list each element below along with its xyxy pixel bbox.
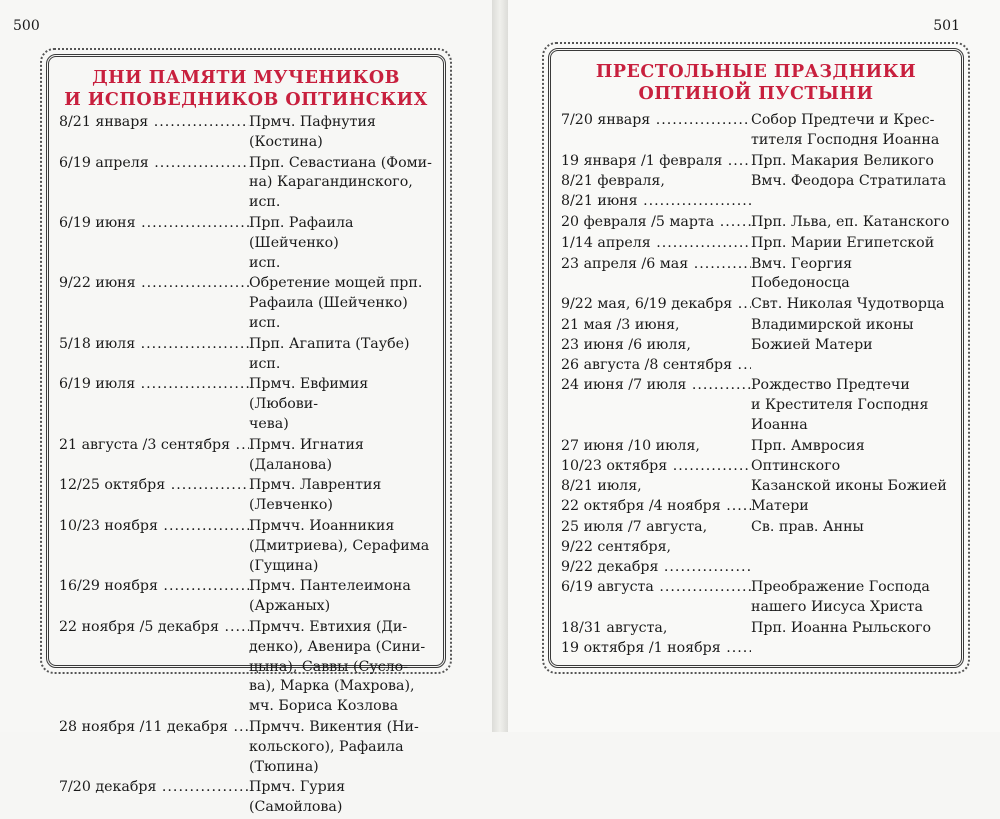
page-number-left: 500 xyxy=(13,18,40,34)
ornamental-frame-right xyxy=(548,48,964,668)
entry-date xyxy=(561,172,751,212)
entry-date-line: 8/21 июля, xyxy=(561,478,642,495)
entry-description xyxy=(751,578,953,618)
entry-date xyxy=(59,517,249,576)
entry-row xyxy=(561,578,953,618)
entry-description xyxy=(249,718,435,777)
entry-date xyxy=(561,578,751,618)
entry-description-line: Владимирской иконы xyxy=(751,316,914,333)
entry-date xyxy=(59,618,249,717)
entry-row xyxy=(561,172,953,212)
entry-description-line: Прп. Рафаила (Шейченко) xyxy=(249,214,354,251)
book-gutter xyxy=(492,0,508,732)
right-entries xyxy=(561,111,953,660)
entry-row xyxy=(59,274,435,333)
title-line: И ИСПОВЕДНИКОВ ОПТИНСКИХ xyxy=(64,90,428,110)
entry-date xyxy=(561,111,751,151)
entry-row xyxy=(561,518,953,577)
page-number-right: 501 xyxy=(933,18,960,34)
entry-description-line: исп. xyxy=(249,254,281,271)
entry-row xyxy=(561,437,953,477)
entry-date-line: 12/25 октября ..... xyxy=(59,476,249,496)
entry-row xyxy=(59,154,435,213)
entry-description xyxy=(751,437,953,477)
entry-row xyxy=(59,476,435,516)
entry-description xyxy=(249,274,435,333)
entry-date xyxy=(59,214,249,273)
entry-date xyxy=(59,476,249,516)
entry-description-line: нашего Иисуса Христа xyxy=(751,599,923,616)
entry-description-line: Рафаила (Шейченко) исп. xyxy=(249,295,408,331)
entry-date-line: 8/21 июня ..... xyxy=(561,192,751,212)
entry-date-line: 21 мая /3 июня, xyxy=(561,316,680,333)
entry-row xyxy=(59,335,435,375)
entry-date-line: 26 августа /8 сентября ..... xyxy=(561,356,751,376)
entry-description-line: Прп. Агапита (Таубе) xyxy=(249,335,410,352)
entry-date-line: 6/19 июля ..... xyxy=(59,375,249,395)
entry-description xyxy=(249,778,435,818)
entry-description-line: (Гущина) xyxy=(249,557,319,574)
entry-date xyxy=(561,316,751,375)
entry-description xyxy=(751,234,953,254)
entry-date-line: 6/19 августа ..... xyxy=(561,578,751,598)
left-page xyxy=(0,0,492,816)
entry-description-line: Прмч. Игнатия (Даланова) xyxy=(249,436,364,473)
entry-description-line: Св. прав. Анны xyxy=(751,518,864,535)
entry-description xyxy=(249,577,435,617)
entry-row xyxy=(561,234,953,254)
entry-description xyxy=(249,436,435,476)
entry-date-line: 9/22 декабря ..... xyxy=(561,558,751,578)
entry-date-line: 22 октября /4 ноября ..... xyxy=(561,497,751,517)
entry-date xyxy=(59,335,249,375)
entry-description xyxy=(751,376,953,435)
entry-date xyxy=(59,718,249,777)
entry-description-line: чева) xyxy=(249,415,289,432)
title-line: ДНИ ПАМЯТИ МУЧЕНИКОВ xyxy=(92,68,400,88)
entry-row xyxy=(561,152,953,172)
entry-row xyxy=(59,436,435,476)
entry-description-line: и Крестителя Господня xyxy=(751,397,929,414)
entry-description-line: Вмч. Георгия Победоносца xyxy=(751,255,853,292)
entry-description xyxy=(751,316,953,375)
entry-row xyxy=(561,295,953,315)
entry-date xyxy=(561,234,751,254)
entry-row xyxy=(561,477,953,517)
entry-row xyxy=(59,517,435,576)
entry-description-line: (Дмитриева), Серафима xyxy=(249,537,430,554)
entry-date-line: 8/21 февраля, xyxy=(561,173,665,190)
entry-description xyxy=(751,255,953,295)
entry-date xyxy=(561,295,751,315)
entry-description xyxy=(751,111,953,151)
entry-description-line: Прп. Макария Великого xyxy=(751,152,934,169)
entry-description xyxy=(249,214,435,273)
entry-description xyxy=(249,618,435,717)
entry-date-line: 9/22 сентября, xyxy=(561,538,672,555)
entry-date-line: 5/18 июля ..... xyxy=(59,335,249,355)
entry-row xyxy=(59,718,435,777)
entry-description xyxy=(249,335,435,375)
entry-date-line: 23 июня /6 июля, xyxy=(561,336,691,353)
entry-description xyxy=(249,113,435,153)
entry-description xyxy=(751,518,953,577)
entry-description xyxy=(751,152,953,172)
entry-description-line: Прмч. Лаврентия (Левченко) xyxy=(249,477,382,514)
entry-date xyxy=(561,619,751,659)
entry-description-line: Рождество Предтечи xyxy=(751,377,910,394)
entry-row xyxy=(59,113,435,153)
entry-description-line: Прмчч. Викентия (Ни- xyxy=(249,718,419,735)
entry-description-line: (Аржаных) xyxy=(249,598,331,615)
entry-date-line: 9/22 июня ..... xyxy=(59,274,249,294)
entry-date-line: 22 ноября /5 декабря ..... xyxy=(59,618,249,638)
entry-description-line: исп. xyxy=(249,355,281,372)
entry-row xyxy=(59,577,435,617)
entry-description-line: цына), Саввы (Сусло- xyxy=(249,658,409,675)
entry-date xyxy=(59,113,249,153)
entry-description xyxy=(751,172,953,212)
entry-date-line: 7/20 января ..... xyxy=(561,111,751,131)
entry-description-line: Прмчч. Евтихия (Ди- xyxy=(249,618,408,635)
entry-date-line: 1/14 апреля ..... xyxy=(561,234,751,254)
entry-date xyxy=(59,577,249,617)
entry-description-line: Собор Предтечи и Крес- xyxy=(751,112,935,128)
entry-date xyxy=(561,437,751,477)
entry-date-line: 21 августа /3 сентября ..... xyxy=(59,436,249,456)
entry-date xyxy=(561,376,751,435)
entry-description-line: Прп. Севастиана (Фоми- xyxy=(249,154,432,171)
entry-date-line: 20 февраля /5 марта ..... xyxy=(561,213,751,233)
entry-description-line: Преображение Господа xyxy=(751,579,930,596)
left-title xyxy=(49,67,443,111)
entry-description-line: Прп. Иоанна Рыльского xyxy=(751,619,932,636)
entry-description-line: Матери xyxy=(751,498,809,515)
entry-description xyxy=(751,213,953,233)
entry-date-line: 6/19 июня ..... xyxy=(59,214,249,234)
entry-date xyxy=(59,274,249,333)
entry-date xyxy=(561,477,751,517)
entry-description-line: на) Карагандинского, исп. xyxy=(249,174,413,211)
entry-description xyxy=(249,517,435,576)
entry-description xyxy=(249,476,435,516)
entry-date-line: 6/19 апреля ..... xyxy=(59,154,249,174)
entry-date-line: 19 января /1 февраля ..... xyxy=(561,152,751,172)
right-page xyxy=(508,0,1000,732)
entry-description-line: Казанской иконы Божией xyxy=(751,478,947,495)
entry-date-line: 18/31 августа, xyxy=(561,619,668,636)
entry-row xyxy=(561,316,953,375)
title-line: ПРЕСТОЛЬНЫЕ ПРАЗДНИКИ xyxy=(595,62,917,82)
left-entries xyxy=(59,113,435,819)
entry-description-line: мч. Бориса Козлова xyxy=(249,698,399,715)
entry-row xyxy=(59,214,435,273)
entry-date xyxy=(59,436,249,476)
entry-description xyxy=(751,295,953,315)
entry-description xyxy=(751,619,953,659)
entry-description-line: (Тюпина) xyxy=(249,758,319,775)
entry-description-line: Обретение мощей прп. xyxy=(249,275,423,292)
entry-row xyxy=(561,111,953,151)
entry-description-line: кольского), Рафаила xyxy=(249,738,404,755)
entry-date-line: 10/23 ноября ..... xyxy=(59,517,249,537)
entry-date-line: 9/22 мая, 6/19 декабря ..... xyxy=(561,295,751,315)
entry-description-line: Прп. Марии Египетской xyxy=(751,234,935,251)
entry-description-line: Прмчч. Иоанникия xyxy=(249,517,395,534)
entry-row xyxy=(561,619,953,659)
entry-description-line: Прмч. Пантелеимона xyxy=(249,578,411,595)
entry-description-line: денко), Авенира (Сини- xyxy=(249,638,426,655)
entry-description-line: Божией Матери xyxy=(751,336,873,353)
entry-date xyxy=(59,375,249,434)
entry-row xyxy=(561,376,953,435)
entry-row xyxy=(59,618,435,717)
entry-description-line: Свт. Николая Чудотворца xyxy=(751,296,945,313)
entry-date-line: 25 июля /7 августа, xyxy=(561,518,708,535)
entry-date-line: 23 апреля /6 мая ..... xyxy=(561,255,751,275)
entry-date-line: 24 июня /7 июля ..... xyxy=(561,376,751,396)
entry-row xyxy=(561,213,953,233)
entry-date-line: 8/21 января ..... xyxy=(59,113,249,133)
entry-date xyxy=(561,152,751,172)
entry-description-line: Прмч. Евфимия (Любови- xyxy=(249,376,369,413)
entry-description xyxy=(751,477,953,517)
entry-date-line: 7/20 декабря ..... xyxy=(59,778,249,798)
entry-date xyxy=(59,778,249,818)
entry-row xyxy=(561,255,953,295)
entry-date-line: 27 июня /10 июля, xyxy=(561,437,700,454)
ornamental-frame-left xyxy=(46,54,446,816)
entry-date xyxy=(59,154,249,213)
entry-description-line: Прп. Льва, еп. Катанского xyxy=(751,213,950,230)
entry-description-line: Прп. Амвросия Оптинского xyxy=(751,437,865,474)
entry-date xyxy=(561,255,751,295)
entry-description-line: тителя Господня Иоанна xyxy=(751,131,940,148)
entry-date-line: 19 октября /1 ноября ..... xyxy=(561,639,751,659)
entry-date-line: 16/29 ноября ..... xyxy=(59,577,249,597)
entry-description-line: Прмч. Пафнутия (Костина) xyxy=(249,114,376,150)
right-title xyxy=(551,61,961,105)
entry-row xyxy=(59,375,435,434)
entry-description-line: Прмч. Гурия (Самойлова) xyxy=(249,779,346,816)
entry-description-line: ва), Марка (Махрова), xyxy=(249,678,415,695)
entry-date xyxy=(561,213,751,233)
entry-description xyxy=(249,375,435,434)
entry-description-line: Иоанна xyxy=(751,416,808,433)
entry-date xyxy=(561,518,751,577)
entry-description xyxy=(249,154,435,213)
title-line: ОПТИНОЙ ПУСТЫНИ xyxy=(638,84,874,104)
entry-row xyxy=(59,778,435,818)
entry-date-line: 28 ноября /11 декабря ..... xyxy=(59,718,249,738)
entry-description-line: Вмч. Феодора Стратилата xyxy=(751,173,947,190)
entry-date-line: 10/23 октября ..... xyxy=(561,457,751,477)
